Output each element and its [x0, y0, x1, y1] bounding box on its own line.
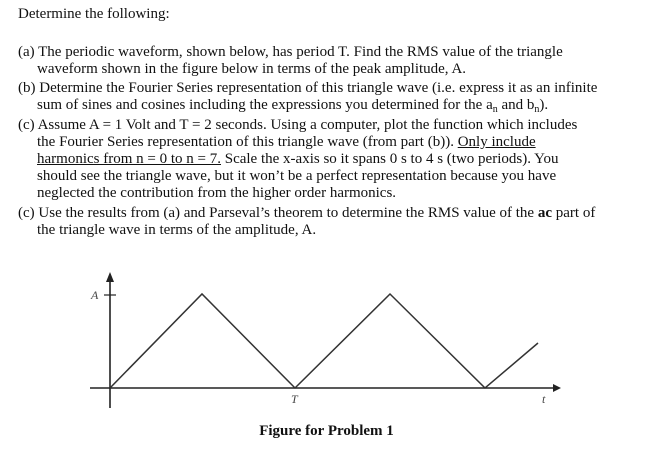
subscript-n: n: [534, 104, 540, 115]
label-t: t: [542, 392, 546, 406]
triangle-waveform: [110, 294, 538, 388]
label-T: T: [291, 392, 298, 406]
problem-c2-line-1-text: (c) Use the results from (a) and Parseval’s theorem to determine the RMS value of the: [18, 205, 538, 221]
problem-a-line-1: (a) The periodic waveform, shown below, has period T. Find the RMS value of the triangle: [18, 44, 563, 60]
label-A: A: [91, 288, 99, 302]
figure-caption: Figure for Problem 1: [259, 423, 394, 439]
problem-c1-line-2-text: the Fourier Series representation of this triangle wave (from part (b)).: [37, 134, 458, 150]
underlined-instruction: Only include: [457, 134, 536, 150]
problem-c1-line-5: neglected the contribution from the higher order harmonics.: [37, 185, 397, 201]
problem-b-line-2-end: ).: [539, 97, 549, 113]
y-axis-arrow-icon: [106, 272, 114, 282]
problem-a-line-2: waveform shown in the figure below in terms of the peak amplitude, A.: [37, 61, 467, 77]
problem-c2-line-2: the triangle wave in terms of the amplitude, A.: [37, 222, 317, 238]
heading: Determine the following:: [18, 6, 170, 22]
problem-c1-line-1: (c) Assume A = 1 Volt and T = 2 seconds. Using a computer, plot the function which includes: [18, 117, 578, 133]
bold-ac: ac: [537, 205, 553, 221]
problem-c1-line-4: should see the triangle wave, but it won’t be a perfect representation because you have: [37, 168, 557, 184]
problem-b-line-2-mid: and b: [497, 97, 535, 113]
problem-c2-line-1-end: part of: [552, 205, 596, 221]
problem-b-line-1: (b) Determine the Fourier Series representation of this triangle wave (i.e. express it as an infinite: [18, 80, 598, 96]
problem-c1-line-3-text: Scale the x-axis so it spans 0 s to 4 s (two periods). You: [220, 151, 559, 167]
subscript-n: n: [492, 104, 498, 115]
problem-b-line-2-text: sum of sines and cosines including the expressions you determined for the a: [37, 97, 493, 113]
x-axis-arrow-icon: [553, 384, 561, 392]
underlined-instruction: harmonics from n = 0 to n = 7.: [37, 151, 221, 167]
